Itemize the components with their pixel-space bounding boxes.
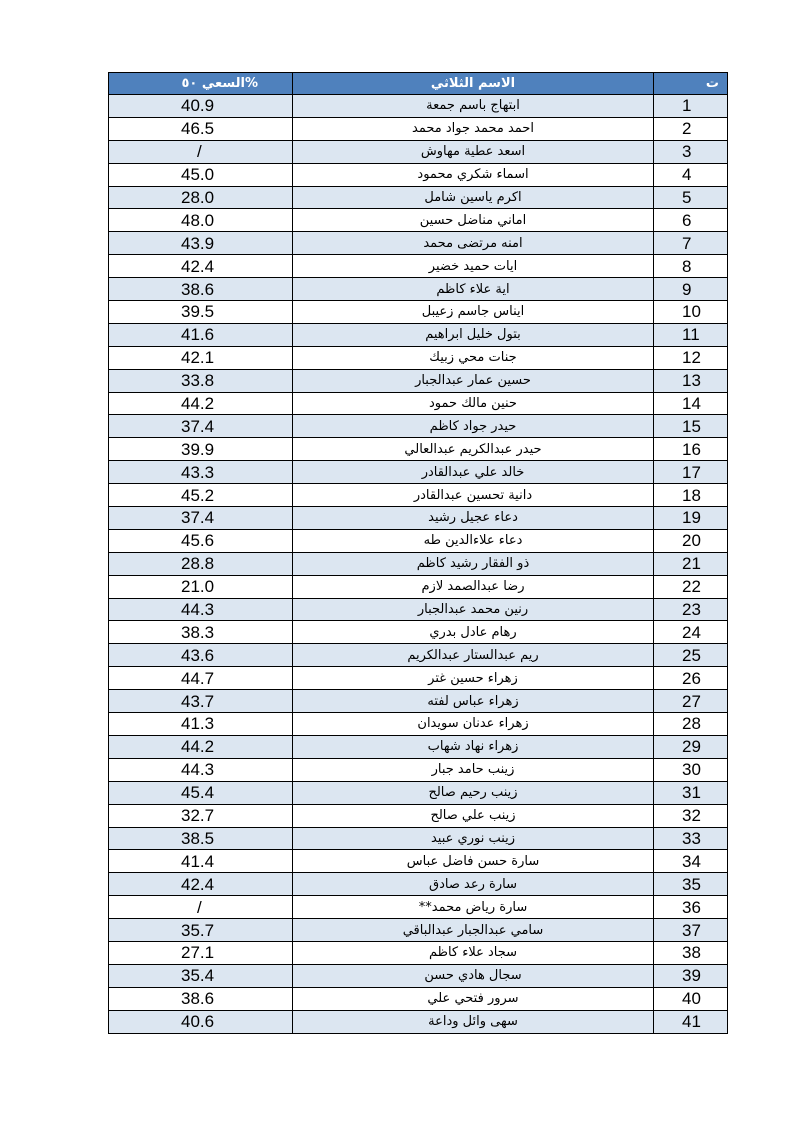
table-row (109, 346, 728, 369)
name-cell: ابتهاج باسم جمعة (293, 95, 654, 118)
number-cell: 28 (654, 713, 728, 736)
name-cell: سهى وائل وداعة (293, 1010, 654, 1033)
number-cell: 33 (654, 827, 728, 850)
score-cell: 38.6 (109, 987, 293, 1010)
score-cell: 41.6 (109, 323, 293, 346)
score-cell: 37.4 (109, 507, 293, 530)
score-cell: 40.6 (109, 1010, 293, 1033)
score-cell: 38.3 (109, 621, 293, 644)
score-cell: 37.4 (109, 415, 293, 438)
name-cell: دانية تحسين عبدالقادر (293, 484, 654, 507)
table-row (109, 323, 728, 346)
table-row (109, 438, 728, 461)
grades-table (108, 72, 728, 1034)
score-cell: 28.0 (109, 186, 293, 209)
number-cell: 1 (654, 95, 728, 118)
score-cell: 45.2 (109, 484, 293, 507)
name-cell: سارة حسن فاضل عباس (293, 850, 654, 873)
score-cell: 44.3 (109, 758, 293, 781)
name-cell: سجال هادي حسن (293, 964, 654, 987)
table-row (109, 575, 728, 598)
name-cell: حيدر عبدالكريم عبدالعالي (293, 438, 654, 461)
number-cell: 30 (654, 758, 728, 781)
name-cell: احمد محمد جواد محمد (293, 117, 654, 140)
score-cell: 44.7 (109, 667, 293, 690)
table-row (109, 964, 728, 987)
number-cell: 13 (654, 369, 728, 392)
number-cell: 39 (654, 964, 728, 987)
score-cell: 45.0 (109, 163, 293, 186)
name-cell: بتول خليل ابراهيم (293, 323, 654, 346)
name-cell: زينب نوري عبيد (293, 827, 654, 850)
name-cell: ريم عبدالستار عبدالكريم (293, 644, 654, 667)
header-number: ت (654, 73, 728, 95)
table-row (109, 529, 728, 552)
number-cell: 8 (654, 255, 728, 278)
number-cell: 15 (654, 415, 728, 438)
number-cell: 41 (654, 1010, 728, 1033)
number-cell: 10 (654, 301, 728, 324)
table-row (109, 484, 728, 507)
score-cell: 44.2 (109, 735, 293, 758)
table-row (109, 232, 728, 255)
table-row (109, 987, 728, 1010)
name-cell: دعاء عجيل رشيد (293, 507, 654, 530)
score-cell: 39.9 (109, 438, 293, 461)
table-row (109, 392, 728, 415)
table-row (109, 690, 728, 713)
score-cell: 35.4 (109, 964, 293, 987)
table-row (109, 781, 728, 804)
name-cell: دعاء علاءالدين طه (293, 529, 654, 552)
name-cell: رضا عبدالصمد لازم (293, 575, 654, 598)
table-row (109, 735, 728, 758)
number-cell: 20 (654, 529, 728, 552)
name-cell: ذو الفقار رشيد كاظم (293, 552, 654, 575)
name-cell: جنات محي زبيك (293, 346, 654, 369)
score-cell: 46.5 (109, 117, 293, 140)
name-cell: سارة رعد صادق (293, 873, 654, 896)
name-cell: حيدر جواد كاظم (293, 415, 654, 438)
score-cell: 27.1 (109, 941, 293, 964)
score-cell: / (109, 140, 293, 163)
number-cell: 2 (654, 117, 728, 140)
number-cell: 31 (654, 781, 728, 804)
table-row (109, 919, 728, 942)
name-cell: ايات حميد خضير (293, 255, 654, 278)
name-cell: رنين محمد عبدالجبار (293, 598, 654, 621)
score-cell: 33.8 (109, 369, 293, 392)
table-header-row (109, 73, 728, 95)
number-cell: 26 (654, 667, 728, 690)
table-row (109, 644, 728, 667)
table-row (109, 301, 728, 324)
score-cell: 41.4 (109, 850, 293, 873)
name-cell: حسين عمار عبدالجبار (293, 369, 654, 392)
table-row (109, 140, 728, 163)
name-cell: زهراء عباس لفته (293, 690, 654, 713)
number-cell: 25 (654, 644, 728, 667)
number-cell: 37 (654, 919, 728, 942)
table-row (109, 1010, 728, 1033)
name-cell: سجاد علاء كاظم (293, 941, 654, 964)
number-cell: 4 (654, 163, 728, 186)
number-cell: 7 (654, 232, 728, 255)
name-cell: امنه مرتضى محمد (293, 232, 654, 255)
table-row (109, 507, 728, 530)
score-cell: 48.0 (109, 209, 293, 232)
name-cell: اماني مناضل حسين (293, 209, 654, 232)
number-cell: 22 (654, 575, 728, 598)
score-cell: 40.9 (109, 95, 293, 118)
number-cell: 27 (654, 690, 728, 713)
number-cell: 36 (654, 896, 728, 919)
score-cell: 45.4 (109, 781, 293, 804)
table-row (109, 873, 728, 896)
number-cell: 3 (654, 140, 728, 163)
number-cell: 24 (654, 621, 728, 644)
name-cell: سارة رياض محمد** (293, 896, 654, 919)
score-cell: 32.7 (109, 804, 293, 827)
table-row (109, 621, 728, 644)
name-cell: زهراء عدنان سويدان (293, 713, 654, 736)
score-cell: 44.2 (109, 392, 293, 415)
table-row (109, 186, 728, 209)
table-row (109, 804, 728, 827)
number-cell: 17 (654, 461, 728, 484)
table-row (109, 552, 728, 575)
name-cell: زهراء حسين غتر (293, 667, 654, 690)
score-cell: 21.0 (109, 575, 293, 598)
number-cell: 18 (654, 484, 728, 507)
score-cell: 35.7 (109, 919, 293, 942)
score-cell: 43.9 (109, 232, 293, 255)
score-cell: 43.6 (109, 644, 293, 667)
name-cell: سامي عبدالجبار عبدالباقي (293, 919, 654, 942)
table-row (109, 209, 728, 232)
score-cell: 39.5 (109, 301, 293, 324)
number-cell: 23 (654, 598, 728, 621)
name-cell: ايناس جاسم زعيبل (293, 301, 654, 324)
name-cell: زينب رحيم صالح (293, 781, 654, 804)
table-row (109, 415, 728, 438)
number-cell: 6 (654, 209, 728, 232)
number-cell: 32 (654, 804, 728, 827)
score-cell: 42.4 (109, 873, 293, 896)
table-row (109, 827, 728, 850)
header-name: الاسم الثلاثي (293, 73, 654, 95)
name-cell: اكرم ياسين شامل (293, 186, 654, 209)
number-cell: 38 (654, 941, 728, 964)
table-row (109, 278, 728, 301)
number-cell: 40 (654, 987, 728, 1010)
table-row (109, 255, 728, 278)
table-row (109, 117, 728, 140)
number-cell: 35 (654, 873, 728, 896)
table-row (109, 850, 728, 873)
name-cell: اسماء شكري محمود (293, 163, 654, 186)
name-cell: زينب حامد جبار (293, 758, 654, 781)
number-cell: 29 (654, 735, 728, 758)
score-cell: 38.5 (109, 827, 293, 850)
score-cell: 38.6 (109, 278, 293, 301)
number-cell: 14 (654, 392, 728, 415)
table-row (109, 896, 728, 919)
number-cell: 11 (654, 323, 728, 346)
name-cell: زهراء نهاد شهاب (293, 735, 654, 758)
number-cell: 19 (654, 507, 728, 530)
table-row (109, 163, 728, 186)
name-cell: حنين مالك حمود (293, 392, 654, 415)
name-cell: اسعد عطية مهاوش (293, 140, 654, 163)
name-cell: زينب علي صالح (293, 804, 654, 827)
table-body (109, 95, 728, 1034)
score-cell: 42.1 (109, 346, 293, 369)
score-cell: 41.3 (109, 713, 293, 736)
name-cell: خالد علي عبدالقادر (293, 461, 654, 484)
table-row (109, 667, 728, 690)
header-score: السعي ٥٠% (109, 73, 293, 95)
table-row (109, 758, 728, 781)
number-cell: 5 (654, 186, 728, 209)
table-row (109, 369, 728, 392)
number-cell: 12 (654, 346, 728, 369)
name-cell: رهام عادل بدري (293, 621, 654, 644)
number-cell: 9 (654, 278, 728, 301)
table-row (109, 941, 728, 964)
score-cell: 43.7 (109, 690, 293, 713)
table-row (109, 461, 728, 484)
number-cell: 34 (654, 850, 728, 873)
number-cell: 16 (654, 438, 728, 461)
table-row (109, 95, 728, 118)
score-cell: 44.3 (109, 598, 293, 621)
score-cell: / (109, 896, 293, 919)
score-cell: 42.4 (109, 255, 293, 278)
name-cell: سرور فتحي علي (293, 987, 654, 1010)
name-cell: اية علاء كاظم (293, 278, 654, 301)
score-cell: 45.6 (109, 529, 293, 552)
table-row (109, 598, 728, 621)
table-row (109, 713, 728, 736)
score-cell: 43.3 (109, 461, 293, 484)
score-cell: 28.8 (109, 552, 293, 575)
number-cell: 21 (654, 552, 728, 575)
